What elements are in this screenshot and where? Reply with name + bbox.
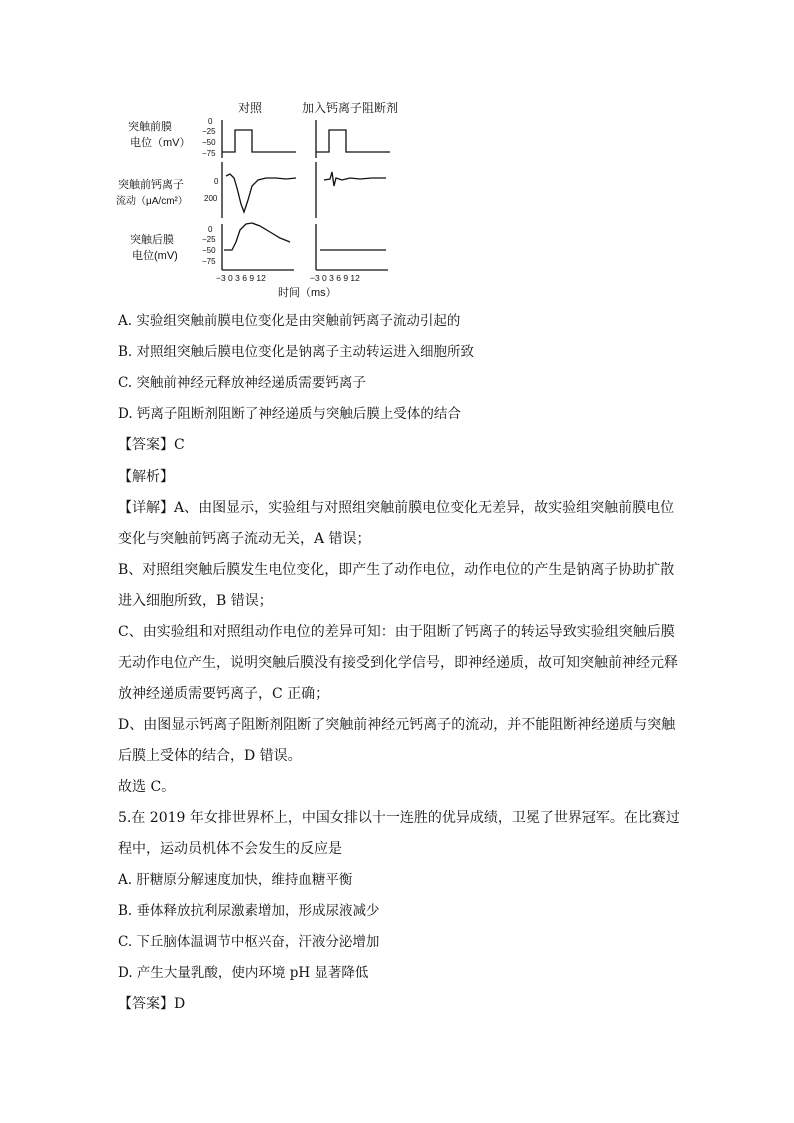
col-title-blocker: 加入钙离子阻断剂 bbox=[302, 101, 399, 115]
experiment-figure bbox=[110, 100, 440, 300]
row2-tick: 0 bbox=[214, 177, 219, 186]
col-title-control: 对照 bbox=[238, 101, 263, 115]
q5-option-a: A. 肝糖原分解速度加快，维持血糖平衡 bbox=[118, 872, 353, 888]
row3-label-a: 突触后膜 bbox=[130, 234, 174, 246]
analysis-line: 进入细胞所致，B 错误； bbox=[118, 593, 273, 609]
analysis-line: 【详解】A、由图显示，实验组与对照组突触前膜电位变化无差异，故实验组突触前膜电位 bbox=[118, 500, 675, 516]
q5-answer: 【答案】D bbox=[118, 996, 186, 1012]
row1-label-b: 电位（mV） bbox=[130, 137, 191, 149]
row1-tick: −75 bbox=[202, 149, 216, 158]
analysis-line: 故选 C。 bbox=[118, 779, 176, 795]
x-ticks-left: −3 0 3 6 9 12 bbox=[216, 273, 266, 283]
analysis-line: D、由图显示钙离子阻断剂阻断了突触前神经元钙离子的流动，并不能阻断神经递质与突触 bbox=[118, 717, 676, 733]
row2-label-a: 突触前钙离子 bbox=[118, 179, 184, 191]
row3-label-b: 电位(mV) bbox=[132, 250, 178, 262]
x-ticks-right: −3 0 3 6 9 12 bbox=[310, 273, 360, 283]
row1-tick: −50 bbox=[202, 138, 216, 147]
row1-tick: −25 bbox=[202, 127, 216, 136]
x-axis-label: 时间（ms） bbox=[278, 287, 337, 299]
q4-option-d: D. 钙离子阻断剂阻断了神经递质与突触后膜上受体的结合 bbox=[118, 406, 461, 422]
row2-tick: 200 bbox=[204, 194, 218, 203]
q4-analysis-title: 【解析】 bbox=[118, 469, 174, 485]
row2-label-b: 流动（μA/cm²） bbox=[116, 196, 188, 207]
row3-tick: −25 bbox=[202, 235, 216, 244]
q4-option-a: A. 实验组突触前膜电位变化是由突触前钙离子流动引起的 bbox=[118, 313, 461, 329]
analysis-line: 无动作电位产生，说明突触后膜没有接受到化学信号，即神经递质，故可知突触前神经元释 bbox=[118, 655, 678, 671]
row3-tick: −50 bbox=[202, 246, 216, 255]
analysis-line: 放神经递质需要钙离子，C 正确； bbox=[118, 686, 330, 702]
analysis-line: C、由实验组和对照组动作电位的差异可知：由于阻断了钙离子的转运导致实验组突触后膜 bbox=[118, 624, 675, 640]
analysis-line: 后膜上受体的结合，D 错误。 bbox=[118, 748, 302, 764]
q4-option-c: C. 突触前神经元释放神经递质需要钙离子 bbox=[118, 375, 366, 391]
q4-option-b: B. 对照组突触后膜电位变化是钠离子主动转运进入细胞所致 bbox=[118, 344, 475, 360]
analysis-line: B、对照组突触后膜发生电位变化，即产生了动作电位，动作电位的产生是钠离子协助扩散 bbox=[118, 562, 675, 578]
q5-option-d: D. 产生大量乳酸，使内环境 pH 显著降低 bbox=[118, 965, 369, 981]
q5-option-c: C. 下丘脑体温调节中枢兴奋，汗液分泌增加 bbox=[118, 934, 380, 950]
row3-tick: 0 bbox=[208, 225, 213, 234]
analysis-line: 变化与突触前钙离子流动无关，A 错误； bbox=[118, 531, 371, 547]
q5-stem-line1: 5.在 2019 年女排世界杯上，中国女排以十一连胜的优异成绩，卫冕了世界冠军。在比赛过 bbox=[118, 810, 680, 826]
q5-option-b: B. 垂体释放抗利尿激素增加，形成尿液减少 bbox=[118, 903, 380, 919]
q5-stem-line2: 程中，运动员机体不会发生的反应是 bbox=[118, 841, 342, 857]
row3-tick: −75 bbox=[202, 257, 216, 266]
row1-tick: 0 bbox=[208, 117, 213, 126]
q4-answer: 【答案】C bbox=[118, 437, 185, 453]
row1-label-a: 突触前膜 bbox=[128, 121, 172, 133]
